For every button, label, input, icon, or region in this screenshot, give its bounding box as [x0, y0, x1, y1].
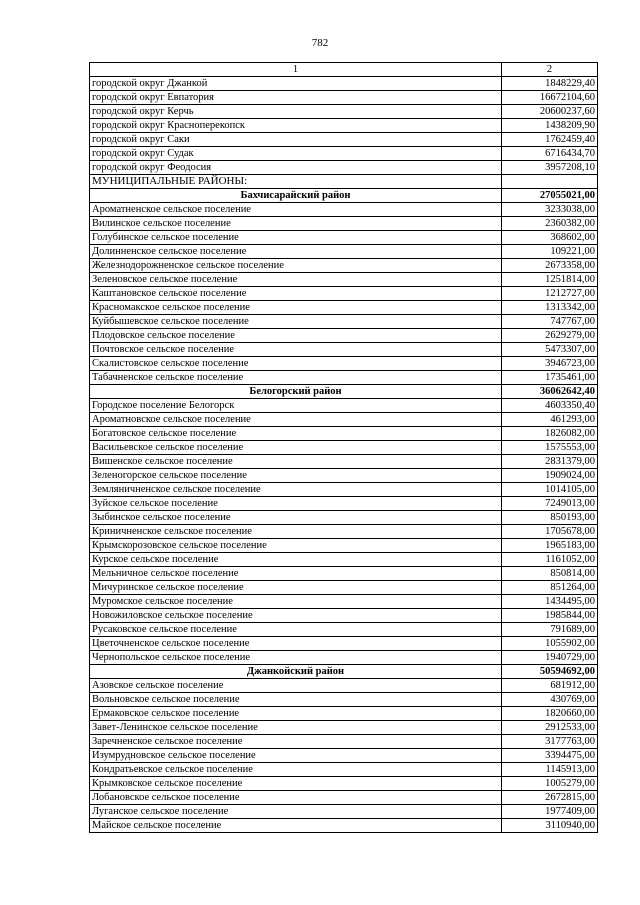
- table-row: [90, 315, 598, 329]
- row-amount: 1977409,00: [502, 805, 598, 819]
- row-name: Городское поселение Белогорск: [90, 399, 502, 413]
- row-amount: 1434495,00: [502, 595, 598, 609]
- table-row: [90, 245, 598, 259]
- row-amount: 1161052,00: [502, 553, 598, 567]
- row-amount: 6716434,70: [502, 147, 598, 161]
- row-amount: 461293,00: [502, 413, 598, 427]
- table-row: [90, 679, 598, 693]
- row-name: Мичуринское сельское поселение: [90, 581, 502, 595]
- row-name: Заречненское сельское поселение: [90, 735, 502, 749]
- table-row: [90, 805, 598, 819]
- column-header-2: 2: [502, 63, 598, 77]
- row-amount: 1575553,00: [502, 441, 598, 455]
- row-name: Луганское сельское поселение: [90, 805, 502, 819]
- table-row: [90, 553, 598, 567]
- row-name: городской округ Феодосия: [90, 161, 502, 175]
- page-number: 782: [311, 37, 329, 49]
- row-amount: 3177763,00: [502, 735, 598, 749]
- row-amount: 1251814,00: [502, 273, 598, 287]
- row-name: Изумрудновское сельское поселение: [90, 749, 502, 763]
- row-name: Курское сельское поселение: [90, 553, 502, 567]
- table-row: [90, 301, 598, 315]
- row-name: Куйбышевское сельское поселение: [90, 315, 502, 329]
- row-amount: 1940729,00: [502, 651, 598, 665]
- table-row: [90, 581, 598, 595]
- table-row: [90, 399, 598, 413]
- row-name: Русаковское сельское поселение: [90, 623, 502, 637]
- row-amount: 2831379,00: [502, 455, 598, 469]
- row-amount: 20600237,60: [502, 105, 598, 119]
- row-name: Ароматненское сельское поселение: [90, 203, 502, 217]
- row-name: Крымковское сельское поселение: [90, 777, 502, 791]
- table-row: [90, 567, 598, 581]
- row-name: Богатовское сельское поселение: [90, 427, 502, 441]
- row-amount: 1820660,00: [502, 707, 598, 721]
- row-amount: 791689,00: [502, 623, 598, 637]
- row-name: Завет-Ленинское сельское поселение: [90, 721, 502, 735]
- row-amount: 1985844,00: [502, 609, 598, 623]
- table-row: [90, 525, 598, 539]
- row-amount: 7249013,00: [502, 497, 598, 511]
- table-row: [90, 623, 598, 637]
- row-name: Джанкойский район: [90, 665, 502, 679]
- row-amount: 1762459,40: [502, 133, 598, 147]
- row-amount: 2673358,00: [502, 259, 598, 273]
- row-name: Новожиловское сельское поселение: [90, 609, 502, 623]
- district-row: [90, 385, 598, 399]
- row-amount: 1145913,00: [502, 763, 598, 777]
- row-name: Вольновское сельское поселение: [90, 693, 502, 707]
- table-row: [90, 721, 598, 735]
- row-name: городской округ Джанкой: [90, 77, 502, 91]
- row-name: Ермаковское сельское поселение: [90, 707, 502, 721]
- row-amount: 1909024,00: [502, 469, 598, 483]
- row-amount: 1005279,00: [502, 777, 598, 791]
- table-row: [90, 763, 598, 777]
- row-amount: 1735461,00: [502, 371, 598, 385]
- row-amount: 3394475,00: [502, 749, 598, 763]
- table-row: [90, 791, 598, 805]
- row-amount: 850193,00: [502, 511, 598, 525]
- row-amount: 109221,00: [502, 245, 598, 259]
- table-row: [90, 203, 598, 217]
- row-amount: 1212727,00: [502, 287, 598, 301]
- row-name: Каштановское сельское поселение: [90, 287, 502, 301]
- table-row: [90, 749, 598, 763]
- row-name: городской округ Красноперекопск: [90, 119, 502, 133]
- row-name: городской округ Евпатория: [90, 91, 502, 105]
- row-amount: 3946723,00: [502, 357, 598, 371]
- row-name: Почтовское сельское поселение: [90, 343, 502, 357]
- row-amount: 1965183,00: [502, 539, 598, 553]
- row-name: Зеленовское сельское поселение: [90, 273, 502, 287]
- table-row: [90, 511, 598, 525]
- row-amount: 1313342,00: [502, 301, 598, 315]
- table-row: [90, 77, 598, 91]
- row-name: Красномакское сельское поселение: [90, 301, 502, 315]
- table-row: [90, 133, 598, 147]
- row-name: Цветочненское сельское поселение: [90, 637, 502, 651]
- row-name: городской округ Керчь: [90, 105, 502, 119]
- table-row: [90, 455, 598, 469]
- row-name: Табачненское сельское поселение: [90, 371, 502, 385]
- row-name: Майское сельское поселение: [90, 819, 502, 833]
- row-name: Азовское сельское поселение: [90, 679, 502, 693]
- table-row: [90, 819, 598, 833]
- row-amount: 1055902,00: [502, 637, 598, 651]
- row-amount: 850814,00: [502, 567, 598, 581]
- row-name: Зеленогорское сельское поселение: [90, 469, 502, 483]
- row-amount: 5473307,00: [502, 343, 598, 357]
- row-name: Плодовское сельское поселение: [90, 329, 502, 343]
- table-row: [90, 441, 598, 455]
- row-amount: 1014105,00: [502, 483, 598, 497]
- table-row: [90, 371, 598, 385]
- row-name: Чернопольское сельское поселение: [90, 651, 502, 665]
- table-row: [90, 413, 598, 427]
- table-row: [90, 273, 598, 287]
- row-amount: 4603350,40: [502, 399, 598, 413]
- table-row: [90, 217, 598, 231]
- row-name: Голубинское сельское поселение: [90, 231, 502, 245]
- table-row: [90, 707, 598, 721]
- row-amount: 2672815,00: [502, 791, 598, 805]
- row-amount: 747767,00: [502, 315, 598, 329]
- row-name: Криничненское сельское поселение: [90, 525, 502, 539]
- row-amount: 851264,00: [502, 581, 598, 595]
- row-amount: 2360382,00: [502, 217, 598, 231]
- row-name: Мельничное сельское поселение: [90, 567, 502, 581]
- row-name: Васильевское сельское поселение: [90, 441, 502, 455]
- row-name: Долинненское сельское поселение: [90, 245, 502, 259]
- table-row: [90, 357, 598, 371]
- district-row: [90, 665, 598, 679]
- table-row: [90, 483, 598, 497]
- table-row: [90, 637, 598, 651]
- table-row: [90, 287, 598, 301]
- row-amount: 1848229,40: [502, 77, 598, 91]
- budget-table: [89, 62, 598, 833]
- table-row: [90, 259, 598, 273]
- table-row: [90, 119, 598, 133]
- row-amount: 681912,00: [502, 679, 598, 693]
- row-name: Бахчисарайский район: [90, 189, 502, 203]
- table-row: [90, 777, 598, 791]
- row-name: городской округ Судак: [90, 147, 502, 161]
- table-row: [90, 427, 598, 441]
- row-name: Вилинское сельское поселение: [90, 217, 502, 231]
- row-amount: 1705678,00: [502, 525, 598, 539]
- table-body: [90, 63, 598, 833]
- row-name: Зуйское сельское поселение: [90, 497, 502, 511]
- row-name: Лобановское сельское поселение: [90, 791, 502, 805]
- table-header-row: [90, 63, 598, 77]
- column-header-1: 1: [90, 63, 502, 77]
- row-name: Крымскорозовское сельское поселение: [90, 539, 502, 553]
- table-row: [90, 147, 598, 161]
- row-amount: 3233038,00: [502, 203, 598, 217]
- section-row: [90, 175, 598, 189]
- row-amount: 16672104,60: [502, 91, 598, 105]
- table-row: [90, 343, 598, 357]
- table-row: [90, 105, 598, 119]
- row-amount: 3110940,00: [502, 819, 598, 833]
- row-name: Земляничненское сельское поселение: [90, 483, 502, 497]
- row-amount: 2912533,00: [502, 721, 598, 735]
- row-amount: 430769,00: [502, 693, 598, 707]
- row-name: Белогорский район: [90, 385, 502, 399]
- row-amount: 3957208,10: [502, 161, 598, 175]
- row-name: МУНИЦИПАЛЬНЫЕ РАЙОНЫ:: [90, 175, 502, 189]
- row-name: Ароматновское сельское поселение: [90, 413, 502, 427]
- row-amount: [502, 175, 598, 189]
- table-row: [90, 693, 598, 707]
- table-row: [90, 595, 598, 609]
- table-row: [90, 161, 598, 175]
- district-row: [90, 189, 598, 203]
- table-row: [90, 231, 598, 245]
- table-row: [90, 539, 598, 553]
- table-row: [90, 91, 598, 105]
- row-amount: 36062642,40: [502, 385, 598, 399]
- table-row: [90, 497, 598, 511]
- row-amount: 27055021,00: [502, 189, 598, 203]
- table-row: [90, 329, 598, 343]
- row-name: Скалистовское сельское поселение: [90, 357, 502, 371]
- table-row: [90, 609, 598, 623]
- row-name: Кондратьевское сельское поселение: [90, 763, 502, 777]
- row-amount: 1438209,90: [502, 119, 598, 133]
- row-amount: 2629279,00: [502, 329, 598, 343]
- row-name: Железнодорожненское сельское поселение: [90, 259, 502, 273]
- row-name: Муромское сельское поселение: [90, 595, 502, 609]
- row-name: Вишенское сельское поселение: [90, 455, 502, 469]
- row-name: Зыбинское сельское поселение: [90, 511, 502, 525]
- table-row: [90, 651, 598, 665]
- table-row: [90, 735, 598, 749]
- row-amount: 1826082,00: [502, 427, 598, 441]
- row-name: городской округ Саки: [90, 133, 502, 147]
- row-amount: 50594692,00: [502, 665, 598, 679]
- table-row: [90, 469, 598, 483]
- row-amount: 368602,00: [502, 231, 598, 245]
